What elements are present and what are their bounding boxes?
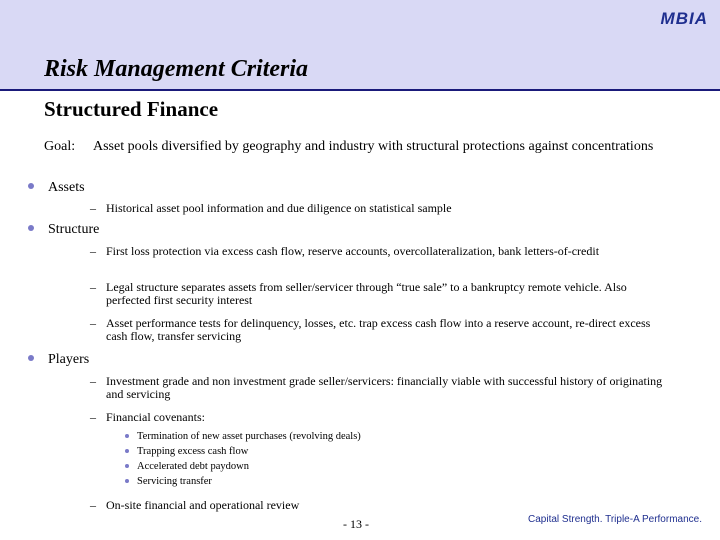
bullet-heading: Assets <box>48 180 85 195</box>
bullet-dot-icon <box>125 464 129 468</box>
section-subtitle: Structured Finance <box>44 97 219 121</box>
bullet-dot-icon <box>125 449 129 453</box>
dash-icon: – <box>90 280 96 294</box>
covenant-item <box>125 476 212 487</box>
page-number: - 13 - <box>343 517 369 531</box>
bullet-heading: Players <box>48 352 90 367</box>
bullet-dot-icon <box>28 355 34 361</box>
covenant-text: Trapping excess cash flow <box>137 446 249 457</box>
bullet-players <box>28 352 89 368</box>
bullet-heading: Structure <box>48 222 100 237</box>
list-item-text: Legal structure separates assets from seller/servicer through “true sale” to a bankruptcy remote vehicle. Also perfected first security interest <box>106 280 627 307</box>
dash-icon: – <box>90 316 96 330</box>
dash-icon: – <box>90 244 96 258</box>
dash-icon: – <box>90 374 96 388</box>
bullet-assets <box>28 180 85 196</box>
list-item-text: First loss protection via excess cash flow, reserve accounts, overcollateralization, bank letters-of-credit <box>106 244 600 258</box>
bullet-dot-icon <box>125 434 129 438</box>
covenant-item <box>125 461 249 472</box>
list-item-text: Asset performance tests for delinquency, losses, etc. trap excess cash flow into a reserve account, re-direct excess cash flow, transfer servicing <box>106 316 651 343</box>
list-item-text: Historical asset pool information and due diligence on statistical sample <box>106 201 452 215</box>
dash-icon: – <box>90 201 96 215</box>
goal-label: Goal: <box>44 139 76 154</box>
covenant-item <box>125 446 248 457</box>
goal-text: Asset pools diversified by geography and industry with structural protections against concentrations <box>93 139 654 154</box>
dash-icon: – <box>90 498 96 512</box>
list-item-text: On-site financial and operational review <box>106 498 300 512</box>
footer-tagline: Capital Strength. Triple-A Performance. <box>528 514 702 525</box>
list-item-text: Investment grade and non investment grade seller/servicers: financially viable with successful history of originating and servicing <box>106 374 663 401</box>
covenant-text: Accelerated debt paydown <box>137 461 249 472</box>
bullet-dot-icon <box>28 183 34 189</box>
covenant-text: Termination of new asset purchases (revolving deals) <box>137 431 361 442</box>
bullet-dot-icon <box>28 225 34 231</box>
dash-icon: – <box>90 410 96 424</box>
title-divider <box>0 89 720 91</box>
list-item-text: Financial covenants: <box>106 410 205 424</box>
mbia-logo: MBIA <box>660 9 708 28</box>
slide-title: Risk Management Criteria <box>44 56 309 82</box>
bullet-structure <box>28 222 99 238</box>
bullet-dot-icon <box>125 479 129 483</box>
covenant-text: Servicing transfer <box>137 476 212 487</box>
covenant-item <box>125 431 361 442</box>
